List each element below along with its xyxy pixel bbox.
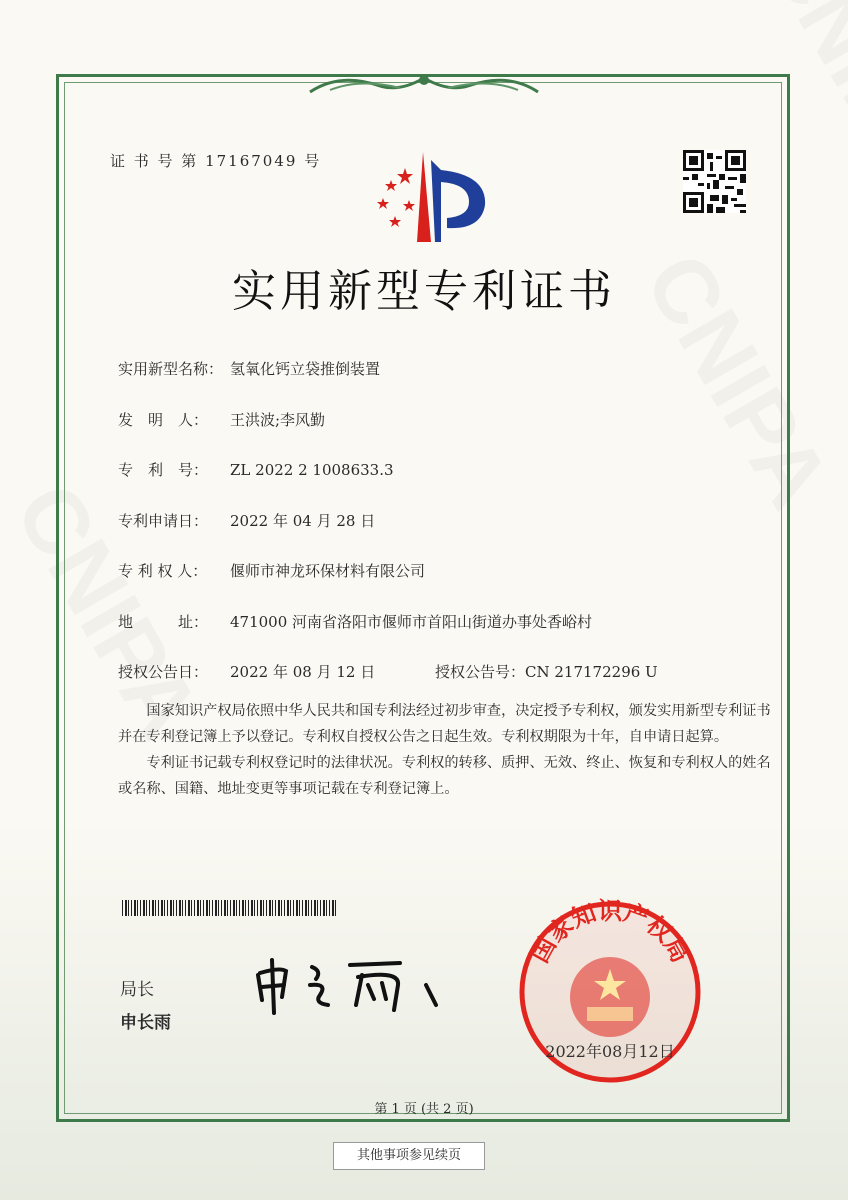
page-title: 实用新型专利证书 xyxy=(232,266,616,317)
field-patent-number xyxy=(118,459,394,480)
handwritten-signature xyxy=(250,955,440,1015)
ornament-top xyxy=(300,72,548,98)
seal-date: 2022年08月12日 xyxy=(545,1042,675,1061)
field-grant-date xyxy=(118,661,375,682)
field-value: CN 217172296 U xyxy=(525,663,658,681)
field-value: 王洪波;李风勤 xyxy=(230,411,326,429)
continued-note: 其他事项参见续页 xyxy=(333,1142,485,1170)
qr-code[interactable] xyxy=(683,150,746,213)
body-paragraph: 国家知识产权局依照中华人民共和国专利法经过初步审查，决定授予专利权，颁发实用新型专利证书并在专利登记簿上予以登记。专利权自授权公告之日起生效。专利权期限为十年，自申请日起算。 xyxy=(118,703,771,745)
certificate-number xyxy=(110,150,321,171)
field-application-date xyxy=(118,510,375,531)
field-value: ZL 2022 2 1008633.3 xyxy=(230,461,394,479)
body-paragraph: 专利证书记载专利权登记时的法律状况。专利权的转移、质押、无效、终止、恢复和专利权人的姓名或名称、国籍、地址变更等事项记载在专利登记簿上。 xyxy=(118,755,771,797)
field-patentee xyxy=(118,560,425,581)
field-value: 氢氧化钙立袋推倒装置 xyxy=(230,360,381,378)
signatory-role: 局长 xyxy=(120,980,154,1000)
field-label: 专 利 号： xyxy=(118,461,209,479)
field-label: 发 明 人： xyxy=(118,411,209,429)
field-address xyxy=(118,611,592,632)
official-seal xyxy=(515,897,705,1087)
field-grant-number xyxy=(435,661,658,682)
field-label: 地 址： xyxy=(118,613,209,631)
cert-number-value: 17167049 xyxy=(205,152,298,170)
field-label: 授权公告日： xyxy=(118,663,209,681)
barcode xyxy=(122,900,337,916)
signatory-name: 申长雨 xyxy=(120,1013,171,1033)
field-value: 471000 河南省洛阳市偃师市首阳山街道办事处香峪村 xyxy=(230,613,593,631)
field-label: 授权公告号： xyxy=(435,663,526,681)
field-inventor xyxy=(118,409,325,430)
cnipa-logo xyxy=(365,150,490,245)
field-value: 偃师市神龙环保材料有限公司 xyxy=(230,562,426,580)
field-name xyxy=(118,358,380,379)
cert-number-suffix: 号 xyxy=(304,152,322,170)
field-value: 2022 年 08 月 12 日 xyxy=(230,663,376,681)
seal-text: 国家知识产权局 xyxy=(524,897,696,968)
page-number: 第 1 页 (共 2 页) xyxy=(374,1102,474,1117)
certificate-body xyxy=(118,698,778,802)
field-label: 专 利 权 人： xyxy=(118,562,208,580)
cert-number-label: 证 书 号 第 xyxy=(110,152,199,170)
field-value: 2022 年 04 月 28 日 xyxy=(230,512,376,530)
field-label: 实用新型名称： xyxy=(118,360,224,378)
field-label: 专利申请日： xyxy=(118,512,209,530)
